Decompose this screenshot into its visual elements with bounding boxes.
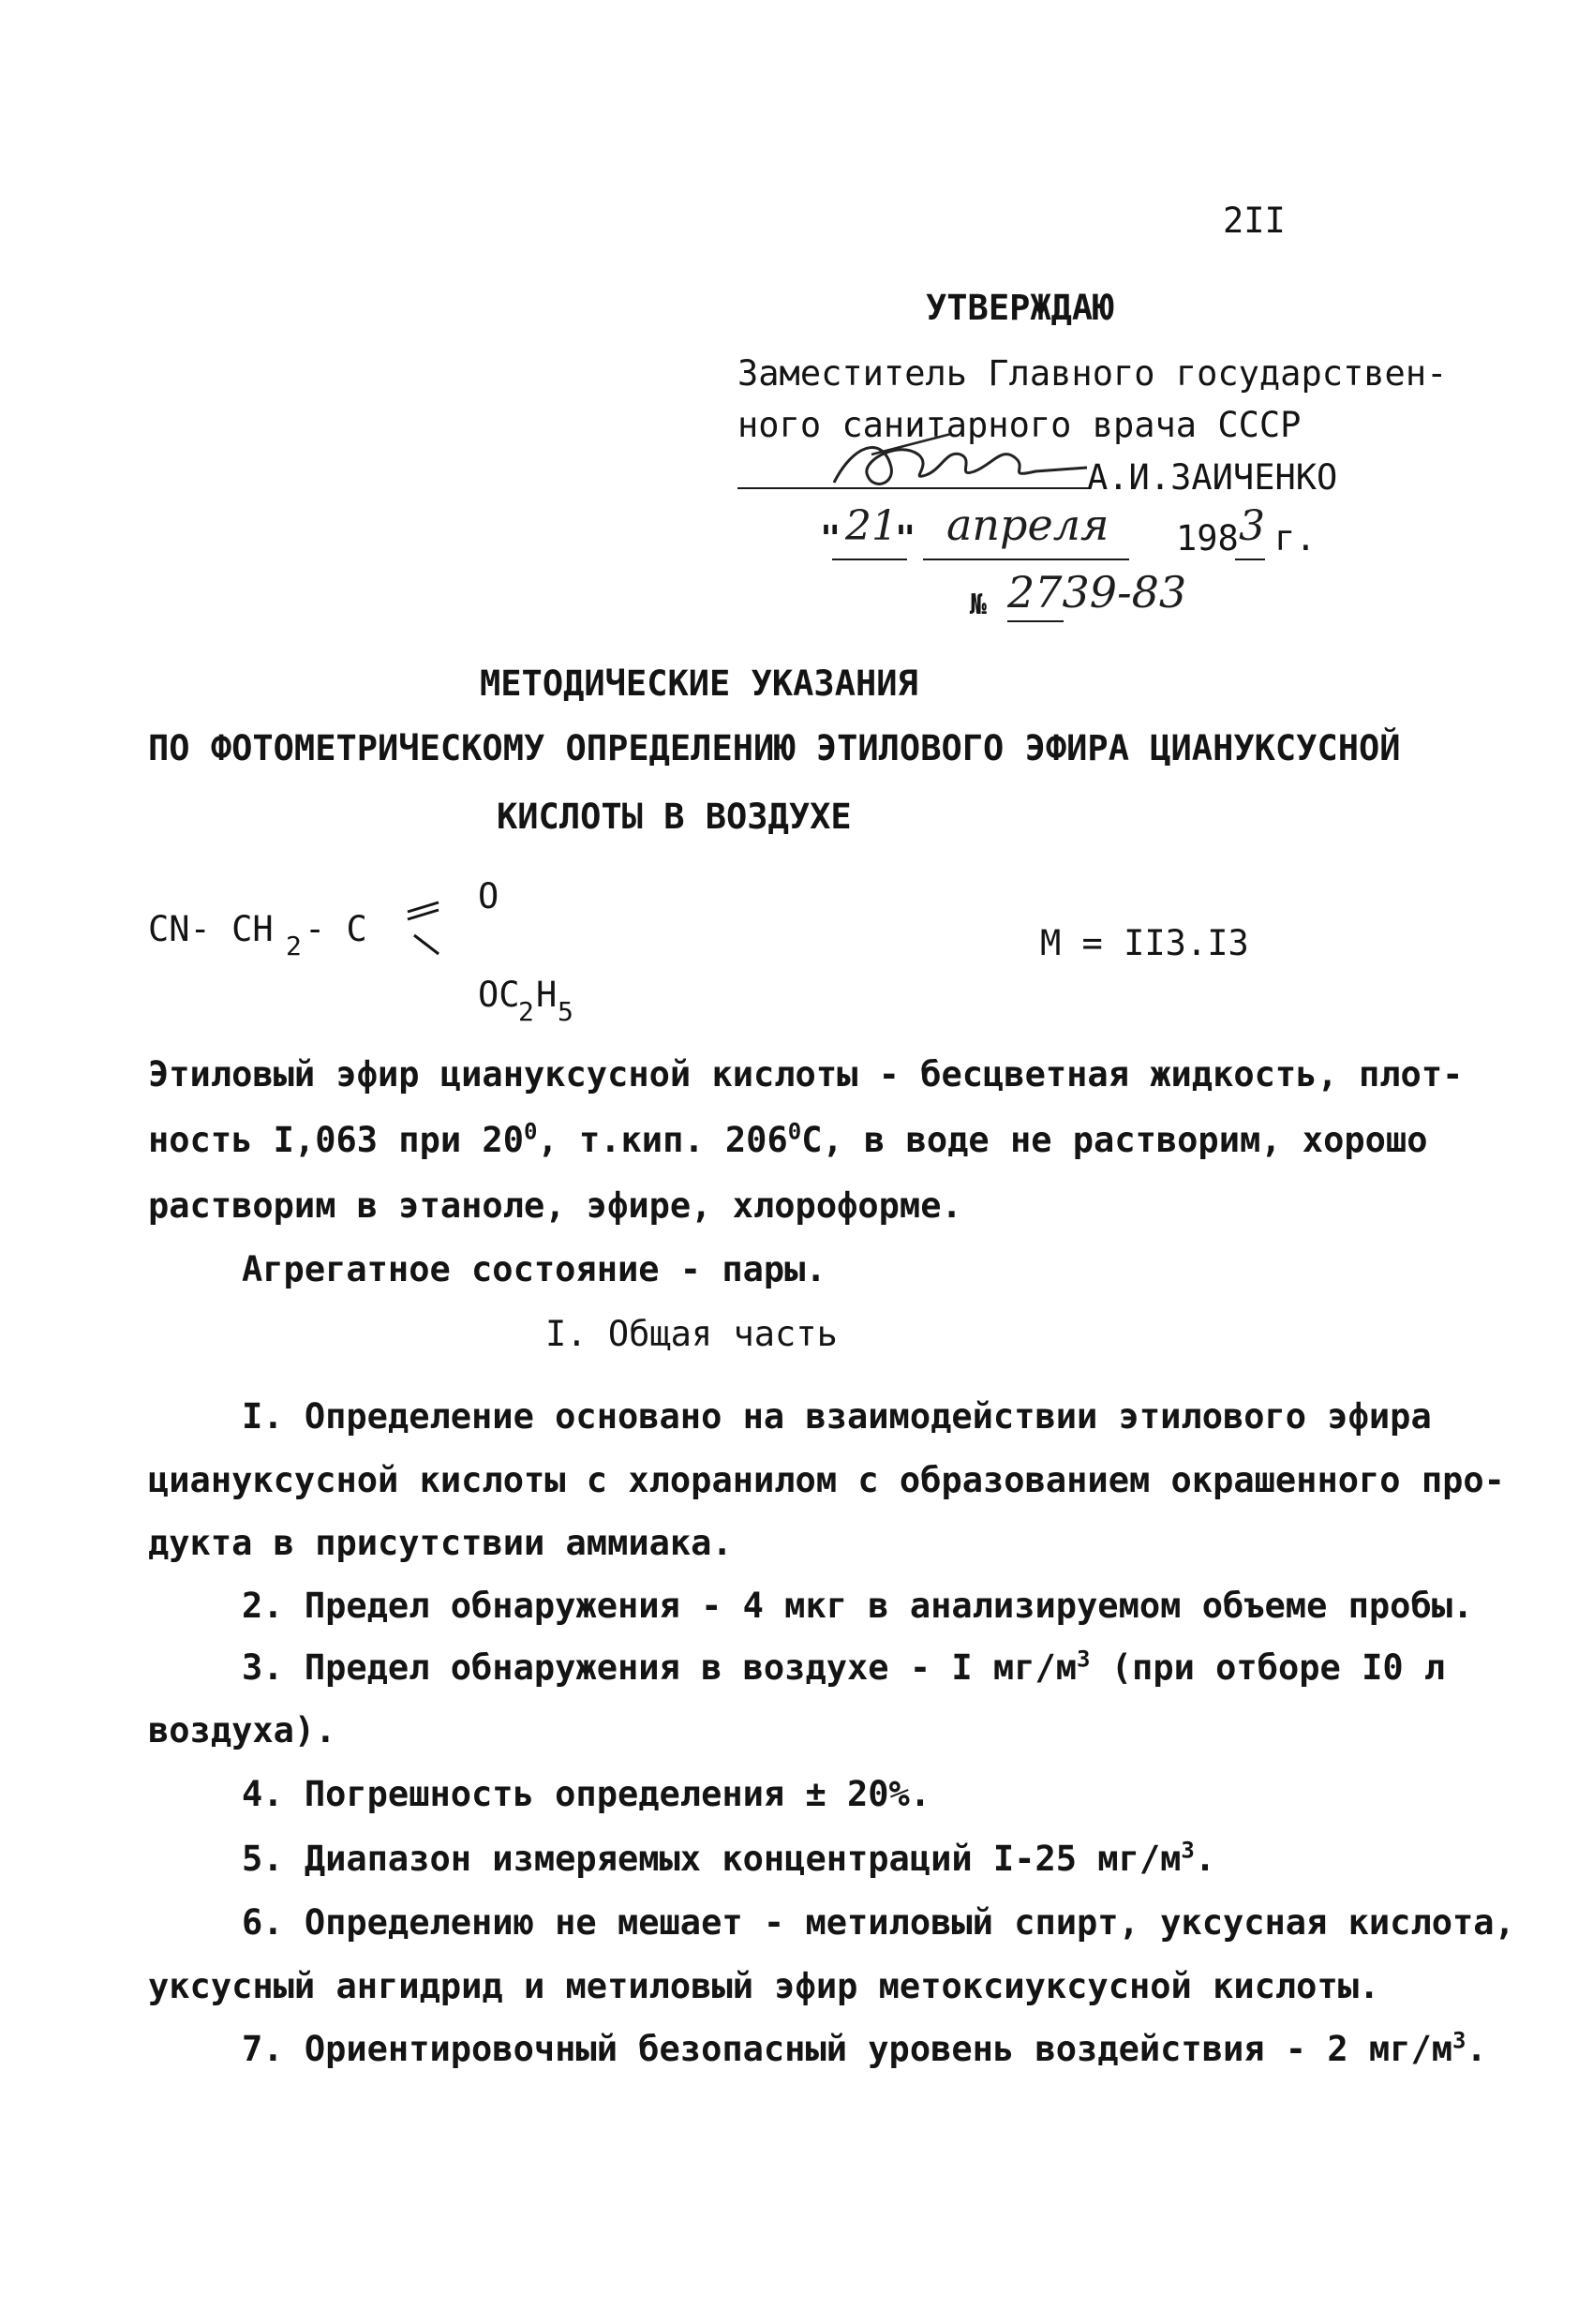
item-4-b: 20%. [826,1774,931,1814]
number-sign: № [970,588,988,621]
item-3-line1 [242,1647,1445,1689]
formula-top-group: O [478,876,499,916]
item-5-a: 5. Диапазон измеряемых концентраций I-25 мг/м [242,1839,1182,1879]
approval-position-line2: ного санитарного врача СССР [737,405,1302,445]
date-close-quote: " [895,518,916,559]
formula-bonds [403,895,459,961]
registration-number: 2739-83 [1007,567,1187,618]
formula-bottom-sub2: 5 [558,996,573,1027]
date-year-unit: г. [1274,518,1317,559]
plus-minus-sign: ± [805,1774,826,1814]
molar-mass: M = II3.I3 [1040,923,1249,963]
date-open-quote: " [820,518,841,559]
document-title-line2: ПО ФОТОМЕТРИЧЕСКОМУ ОПРЕДЕЛЕНИЮ ЭТИЛОВОГО ЭФИРА ЦИАНУКСУСНОЙ [148,728,1401,768]
item-6-line1: 6. Определению не мешает - метиловый спирт, уксусная кислота, [242,1902,1515,1943]
formula-left-a: CN- CH [148,909,274,949]
item-7-sup: 3 [1452,2027,1466,2054]
aggregate-state: Агрегатное состояние - пары. [242,1249,826,1289]
registration-number-underline [1007,620,1064,622]
date-month: апреля [946,499,1109,550]
formula-bottom-sub1: 2 [518,996,534,1027]
formula-bottom-a: OC [478,975,520,1015]
formula-bottom-b: H [536,975,558,1015]
degree-sup-1: 0 [523,1118,538,1145]
section-title: I. Общая часть [545,1314,838,1354]
approval-name: А.И.ЗАИЧЕНКО [1087,457,1338,498]
item-5-b: . [1194,1839,1216,1879]
date-year-prefix: 198 [1176,518,1239,559]
item-5 [242,1839,1215,1880]
description-line2-a: ность I,063 при 20 [148,1120,524,1160]
description-line2-b: , т.кип. 206 [537,1120,788,1160]
handwritten-signature [815,426,1096,501]
item-3-line2: воздуха). [148,1710,336,1750]
date-day: 21 [845,502,898,550]
item-1-line2: циануксусной кислоты с хлоранилом с образованием окрашенного про- [148,1460,1505,1500]
item-4 [242,1774,930,1815]
item-1-line1: I. Определение основано на взаимодействии этилового эфира [242,1396,1432,1437]
document-title-line1: МЕТОДИЧЕСКИЕ УКАЗАНИЯ [480,663,918,704]
degree-sup-2: 0 [787,1118,802,1145]
item-6-line2: уксусный ангидрид и метиловый эфир метоксиуксусной кислоты. [148,1966,1380,2006]
description-line2-c: С, в воде не растворим, хорошо [801,1120,1428,1160]
item-5-sup: 3 [1181,1837,1195,1864]
date-month-underline [923,559,1129,560]
document-title-line3: КИСЛОТЫ В ВОЗДУХЕ [497,797,852,837]
item-3-line1-a: 3. Предел обнаружения в воздухе - I мг/м [242,1647,1078,1688]
item-7 [242,2029,1487,2070]
date-year-suffix: 3 [1239,502,1265,550]
item-7-b: . [1466,2029,1487,2069]
page-number: 2II [1223,201,1286,241]
date-year-underline [1235,559,1265,560]
item-3-sup: 3 [1077,1646,1091,1673]
item-2: 2. Предел обнаружения - 4 мкг в анализируемом объеме пробы. [242,1586,1474,1626]
item-3-line1-b: (при отборе I0 л [1090,1647,1446,1688]
approval-position-line1: Заместитель Главного государствен- [737,353,1448,394]
item-4-a: 4. Погрешность определения [242,1774,806,1814]
date-day-underline [832,559,907,560]
formula-left-b: - C [305,909,367,949]
description-line2 [148,1120,1427,1161]
approval-heading: УТВЕРЖДАЮ [926,288,1114,328]
description-line3: растворим в этаноле, эфире, хлороформе. [148,1185,962,1226]
formula-left-sub: 2 [286,931,302,961]
item-7-a: 7. Ориентировочный безопасный уровень воздействия - 2 мг/м [242,2029,1453,2069]
description-line1: Этиловый эфир циануксусной кислоты - бесцветная жидкость, плот- [148,1054,1464,1095]
item-1-line3: дукта в присутствии аммиака. [148,1523,733,1563]
